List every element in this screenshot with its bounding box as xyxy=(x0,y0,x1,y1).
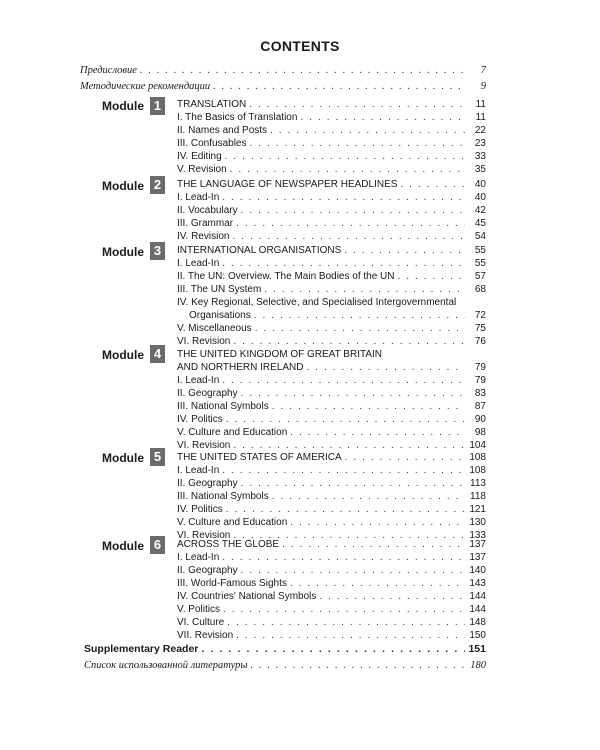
module-6-heading[interactable] xyxy=(177,538,486,551)
module-5-item[interactable] xyxy=(177,503,486,516)
dot-leader xyxy=(250,659,465,672)
entry-page: 83 xyxy=(474,388,486,399)
entry-text: II. Geography xyxy=(177,478,238,489)
entry-text: III. World-Famous Sights xyxy=(177,578,287,589)
dot-leader xyxy=(213,80,465,93)
module-4-item[interactable] xyxy=(177,387,486,400)
entry-text: Предисловие xyxy=(80,65,137,76)
dot-leader xyxy=(319,590,465,603)
entry-page: 45 xyxy=(474,218,486,229)
dot-leader xyxy=(300,111,465,124)
entry-text: Organisations xyxy=(189,310,251,321)
entry-page: 144 xyxy=(469,604,486,615)
entry-text: I. The Basics of Translation xyxy=(177,112,298,123)
toc-entry-foreword[interactable] xyxy=(80,64,486,77)
module-2-label: Module xyxy=(102,179,144,193)
entry-page: 7 xyxy=(480,65,486,76)
module-1-label: Module xyxy=(102,99,144,113)
entry-page: 150 xyxy=(469,630,486,641)
entry-text: I. Lead-In xyxy=(177,552,220,563)
entry-text: II. Geography xyxy=(177,565,238,576)
dot-leader xyxy=(226,413,465,426)
dot-leader xyxy=(241,387,465,400)
module-2-item[interactable] xyxy=(177,204,486,217)
module-3-label: Module xyxy=(102,245,144,259)
dot-leader xyxy=(222,374,465,387)
entry-text: V. Culture and Education xyxy=(177,427,288,438)
entry-page: 55 xyxy=(474,258,486,269)
module-2-item[interactable] xyxy=(177,230,486,243)
entry-text: V. Miscellaneous xyxy=(177,323,252,334)
dot-leader xyxy=(344,244,465,257)
entry-page: 137 xyxy=(469,552,486,563)
entry-text: Методические рекомендации xyxy=(80,81,211,92)
entry-text: V. Revision xyxy=(177,164,227,175)
entry-page: 108 xyxy=(469,465,486,476)
entry-page: 68 xyxy=(474,284,486,295)
dot-leader xyxy=(282,538,465,551)
entry-page: 22 xyxy=(474,125,486,136)
entry-text: INTERNATIONAL ORGANISATIONS xyxy=(177,245,342,256)
entry-text: TRANSLATION xyxy=(177,99,247,110)
entry-page: 40 xyxy=(474,179,486,190)
entry-text: THE UNITED STATES OF AMERICA xyxy=(177,452,342,463)
entry-text: III. National Symbols xyxy=(177,401,269,412)
entry-text: II. Geography xyxy=(177,388,238,399)
module-6-item[interactable] xyxy=(177,564,486,577)
dot-leader xyxy=(241,564,465,577)
module-4-number-badge: 4 xyxy=(150,345,165,363)
entry-text: III. National Symbols xyxy=(177,491,269,502)
dot-leader xyxy=(307,361,466,374)
dot-leader xyxy=(272,400,465,413)
toc-entry-supplementary-reader[interactable] xyxy=(84,643,486,656)
module-1-item[interactable] xyxy=(177,163,486,176)
entry-text: VI. Revision xyxy=(177,336,231,347)
entry-text: I. Lead-In xyxy=(177,375,220,386)
entry-page: 11 xyxy=(475,99,486,110)
entry-text: III. Confusables xyxy=(177,138,247,149)
module-5-label: Module xyxy=(102,451,144,465)
module-1-item[interactable] xyxy=(177,150,486,163)
module-3-number-badge: 3 xyxy=(150,242,165,260)
dot-leader xyxy=(270,124,465,137)
module-5-item[interactable] xyxy=(177,477,486,490)
module-4-item[interactable] xyxy=(177,426,486,439)
module-1-heading[interactable] xyxy=(177,98,486,111)
entry-page: 79 xyxy=(474,362,486,373)
dot-leader xyxy=(236,217,465,230)
module-6-item[interactable] xyxy=(177,590,486,603)
entry-page: 23 xyxy=(474,138,486,149)
entry-text: V. Culture and Education xyxy=(177,517,288,528)
module-2-number-badge: 2 xyxy=(150,176,165,194)
module-4-item[interactable] xyxy=(177,400,486,413)
module-5-item[interactable] xyxy=(177,490,486,503)
entry-text: IV. Revision xyxy=(177,231,230,242)
module-5-number-badge: 5 xyxy=(150,448,165,466)
module-4-label: Module xyxy=(102,348,144,362)
dot-leader xyxy=(254,309,465,322)
module-3-item[interactable] xyxy=(177,283,486,296)
module-3-item[interactable] xyxy=(177,322,486,335)
entry-page: 76 xyxy=(474,336,486,347)
module-2-item[interactable] xyxy=(177,191,486,204)
entry-page: 9 xyxy=(480,81,486,92)
entry-text: VI. Culture xyxy=(177,617,225,628)
entry-text: IV. Politics xyxy=(177,504,223,515)
module-3-heading[interactable] xyxy=(177,244,486,257)
module-6-item[interactable] xyxy=(177,577,486,590)
module-6-item[interactable] xyxy=(177,629,486,642)
entry-page: 133 xyxy=(469,530,486,541)
dot-leader xyxy=(400,178,465,191)
entry-page: 108 xyxy=(469,452,486,463)
dot-leader xyxy=(398,270,466,283)
entry-page: 33 xyxy=(474,151,486,162)
module-6-item[interactable] xyxy=(177,551,486,564)
dot-leader xyxy=(249,98,465,111)
module-2-heading[interactable] xyxy=(177,178,486,191)
module-4-item[interactable] xyxy=(177,374,486,387)
entry-page: 143 xyxy=(469,578,486,589)
toc-entry-bibliography[interactable] xyxy=(84,659,486,672)
entry-text: IV. Countries' National Symbols xyxy=(177,591,317,602)
dot-leader xyxy=(290,516,465,529)
entry-page: 54 xyxy=(474,231,486,242)
module-5-heading[interactable] xyxy=(177,451,486,464)
entry-text: III. Grammar xyxy=(177,218,234,229)
module-6-label: Module xyxy=(102,539,144,553)
module-3-item[interactable] xyxy=(189,309,486,322)
entry-text: I. Lead-In xyxy=(177,192,220,203)
entry-text: IV. Politics xyxy=(177,414,223,425)
dot-leader xyxy=(290,426,465,439)
module-5-item[interactable] xyxy=(177,516,486,529)
entry-text: IV. Editing xyxy=(177,151,222,162)
entry-text: I. Lead-In xyxy=(177,465,220,476)
entry-text: Supplementary Reader xyxy=(84,643,199,655)
dot-leader xyxy=(241,477,465,490)
dot-leader xyxy=(249,137,465,150)
module-4-heading[interactable] xyxy=(177,361,486,374)
entry-text: VI. Revision xyxy=(177,440,231,451)
dot-leader xyxy=(230,163,465,176)
dot-leader xyxy=(222,257,465,270)
dot-leader xyxy=(201,643,465,656)
entry-page: 87 xyxy=(474,401,486,412)
entry-page: 113 xyxy=(470,478,486,489)
dot-leader xyxy=(232,230,465,243)
entry-page: 72 xyxy=(474,310,486,321)
entry-page: 11 xyxy=(475,112,486,123)
entry-page: 137 xyxy=(469,539,486,550)
module-4-item[interactable] xyxy=(177,413,486,426)
module-3-item[interactable] xyxy=(177,335,486,348)
entry-text: II. The UN: Overview. The Main Bodies of the UN xyxy=(177,271,395,282)
entry-page: 140 xyxy=(469,565,486,576)
entry-text: V. Politics xyxy=(177,604,220,615)
entry-page: 118 xyxy=(470,491,486,502)
dot-leader xyxy=(233,335,465,348)
dot-leader xyxy=(226,503,465,516)
entry-page: 148 xyxy=(469,617,486,628)
entry-page: 75 xyxy=(474,323,486,334)
entry-text: II. Names and Posts xyxy=(177,125,268,136)
dot-leader xyxy=(264,283,465,296)
dot-leader xyxy=(236,629,465,642)
dot-leader xyxy=(222,551,465,564)
module-2-item[interactable] xyxy=(177,217,486,230)
dot-leader xyxy=(225,150,465,163)
dot-leader xyxy=(272,490,465,503)
entry-page: 130 xyxy=(469,517,486,528)
page-title: CONTENTS xyxy=(260,38,340,54)
entry-text: II. Vocabulary xyxy=(177,205,238,216)
entry-page: 151 xyxy=(468,643,486,655)
entry-text: I. Lead-In xyxy=(177,258,220,269)
entry-text: III. The UN System xyxy=(177,284,262,295)
entry-text: THE LANGUAGE OF NEWSPAPER HEADLINES xyxy=(177,179,398,190)
dot-leader xyxy=(290,577,465,590)
dot-leader xyxy=(345,451,465,464)
module-3-item-line1[interactable]: IV. Key Regional, Selective, and Specialised Intergovernmental xyxy=(177,297,457,308)
entry-text: ACROSS THE GLOBE xyxy=(177,539,280,550)
entry-page: 180 xyxy=(470,660,486,671)
entry-page: 57 xyxy=(474,271,486,282)
module-6-item[interactable] xyxy=(177,616,486,629)
entry-text: VI. Revision xyxy=(177,530,231,541)
module-6-number-badge: 6 xyxy=(150,536,165,554)
entry-text: AND NORTHERN IRELAND xyxy=(177,362,304,373)
entry-text: Список использованной литературы xyxy=(84,660,248,671)
entry-page: 79 xyxy=(474,375,486,386)
dot-leader xyxy=(227,616,465,629)
module-1-item[interactable] xyxy=(177,124,486,137)
module-3-item[interactable] xyxy=(177,257,486,270)
entry-page: 144 xyxy=(469,591,486,602)
entry-page: 42 xyxy=(474,205,486,216)
toc-entry-methodology[interactable] xyxy=(80,80,486,93)
module-3-item[interactable] xyxy=(177,270,486,283)
entry-page: 90 xyxy=(474,414,486,425)
module-1-item[interactable] xyxy=(177,137,486,150)
entry-page: 55 xyxy=(474,245,486,256)
module-1-item[interactable] xyxy=(177,111,486,124)
entry-page: 121 xyxy=(469,504,486,515)
module-4-heading-line1[interactable]: THE UNITED KINGDOM OF GREAT BRITAIN xyxy=(177,349,383,360)
dot-leader xyxy=(241,204,465,217)
module-1-number-badge: 1 xyxy=(150,97,165,115)
dot-leader xyxy=(223,603,465,616)
dot-leader xyxy=(140,64,465,77)
entry-page: 35 xyxy=(474,164,486,175)
entry-text: VII. Revision xyxy=(177,630,234,641)
module-5-item[interactable] xyxy=(177,464,486,477)
entry-page: 104 xyxy=(469,440,486,451)
dot-leader xyxy=(222,191,465,204)
entry-page: 98 xyxy=(474,427,486,438)
dot-leader xyxy=(222,464,465,477)
module-6-item[interactable] xyxy=(177,603,486,616)
dot-leader xyxy=(255,322,465,335)
entry-page: 40 xyxy=(474,192,486,203)
